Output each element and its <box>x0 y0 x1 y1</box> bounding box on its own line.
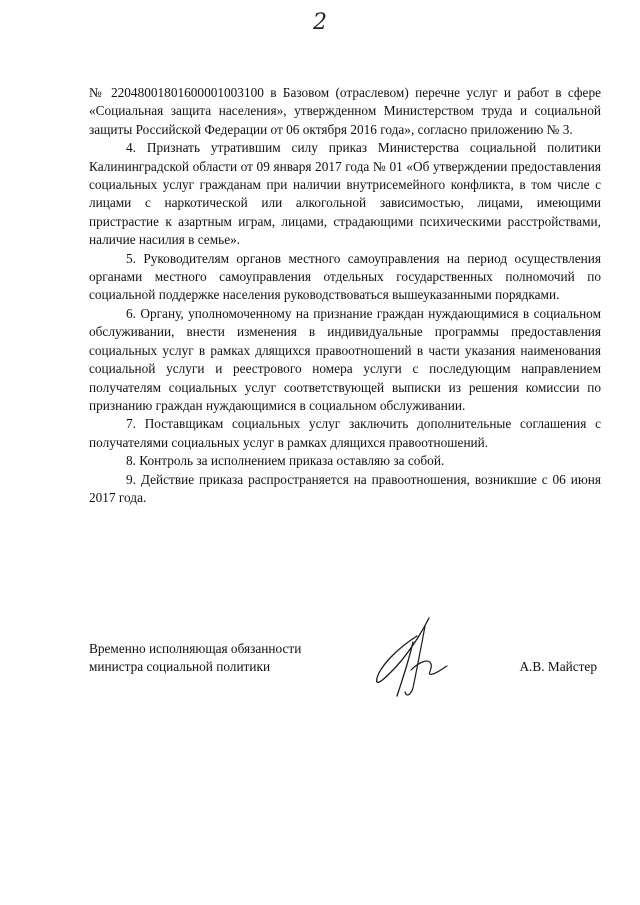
paragraph-item-8: 8. Контроль за исполнением приказа оставляю за собой. <box>126 453 445 469</box>
handwritten-signature <box>367 612 457 707</box>
paragraph-item-9: 9. Действие приказа распространяется на правоотношения, возникшие с 06 июня 2017 года. <box>89 471 601 505</box>
signatory-position <box>89 640 301 677</box>
paragraph-item-5: 5. Руководителям органов местного самоуправления на период осуществления органами местного самоуправления отдельных государственных полномочий по социальной поддержке населения руководствоваться вышеуказанными порядками. <box>89 250 601 303</box>
signatory-position-line1: Временно исполняющая обязанности <box>89 641 302 656</box>
signatory-position-line2: министра социальной политики <box>89 659 271 675</box>
paragraph-item-6: 6. Органу, уполномоченному на признание граждан нуждающимися в социальном обслуживании, внести изменения в индивидуальные программы предоставления социальных услуг в рамках длящихся правоотношений в части указания наименования социальной услуги и реестрового номера услуги с последующим направлением получателям социальных услуг соответствующей выписки из решения комиссии по признанию граждан нуждающимися в социальном обслуживании. <box>89 305 601 413</box>
signature-block <box>89 640 601 700</box>
paragraph-3-continuation: № 22048001801600001003100 в Базовом (отраслевом) перечне услуг и работ в сфере «Социальная защита населения», утвержденном Министерством труда и социальной защиты Российской Федерации от 06 октября 2016 года», согласно приложению № 3. <box>89 85 601 137</box>
paragraph-item-7: 7. Поставщикам социальных услуг заключить дополнительные соглашения с получателями социальных услуг в рамках длящихся правоотношений. <box>89 416 601 450</box>
document-body <box>89 84 601 507</box>
signatory-name: А.В. Майстер <box>519 659 597 674</box>
paragraph-item-4: 4. Признать утратившим силу приказ Министерства социальной политики Калининградской области от 09 января 2017 года № 01 «Об утверждении предоставления социальных услуг гражданам при наличии внутрисемейного конфликта, в том числе с лицами с наркотической или алкогольной зависимостью, лицами, имеющими пристрастие к азартным играм, лицами, страдающими психическими расстройствами, наличие насилия в семье». <box>89 140 601 248</box>
page-number: 2 <box>313 10 327 35</box>
